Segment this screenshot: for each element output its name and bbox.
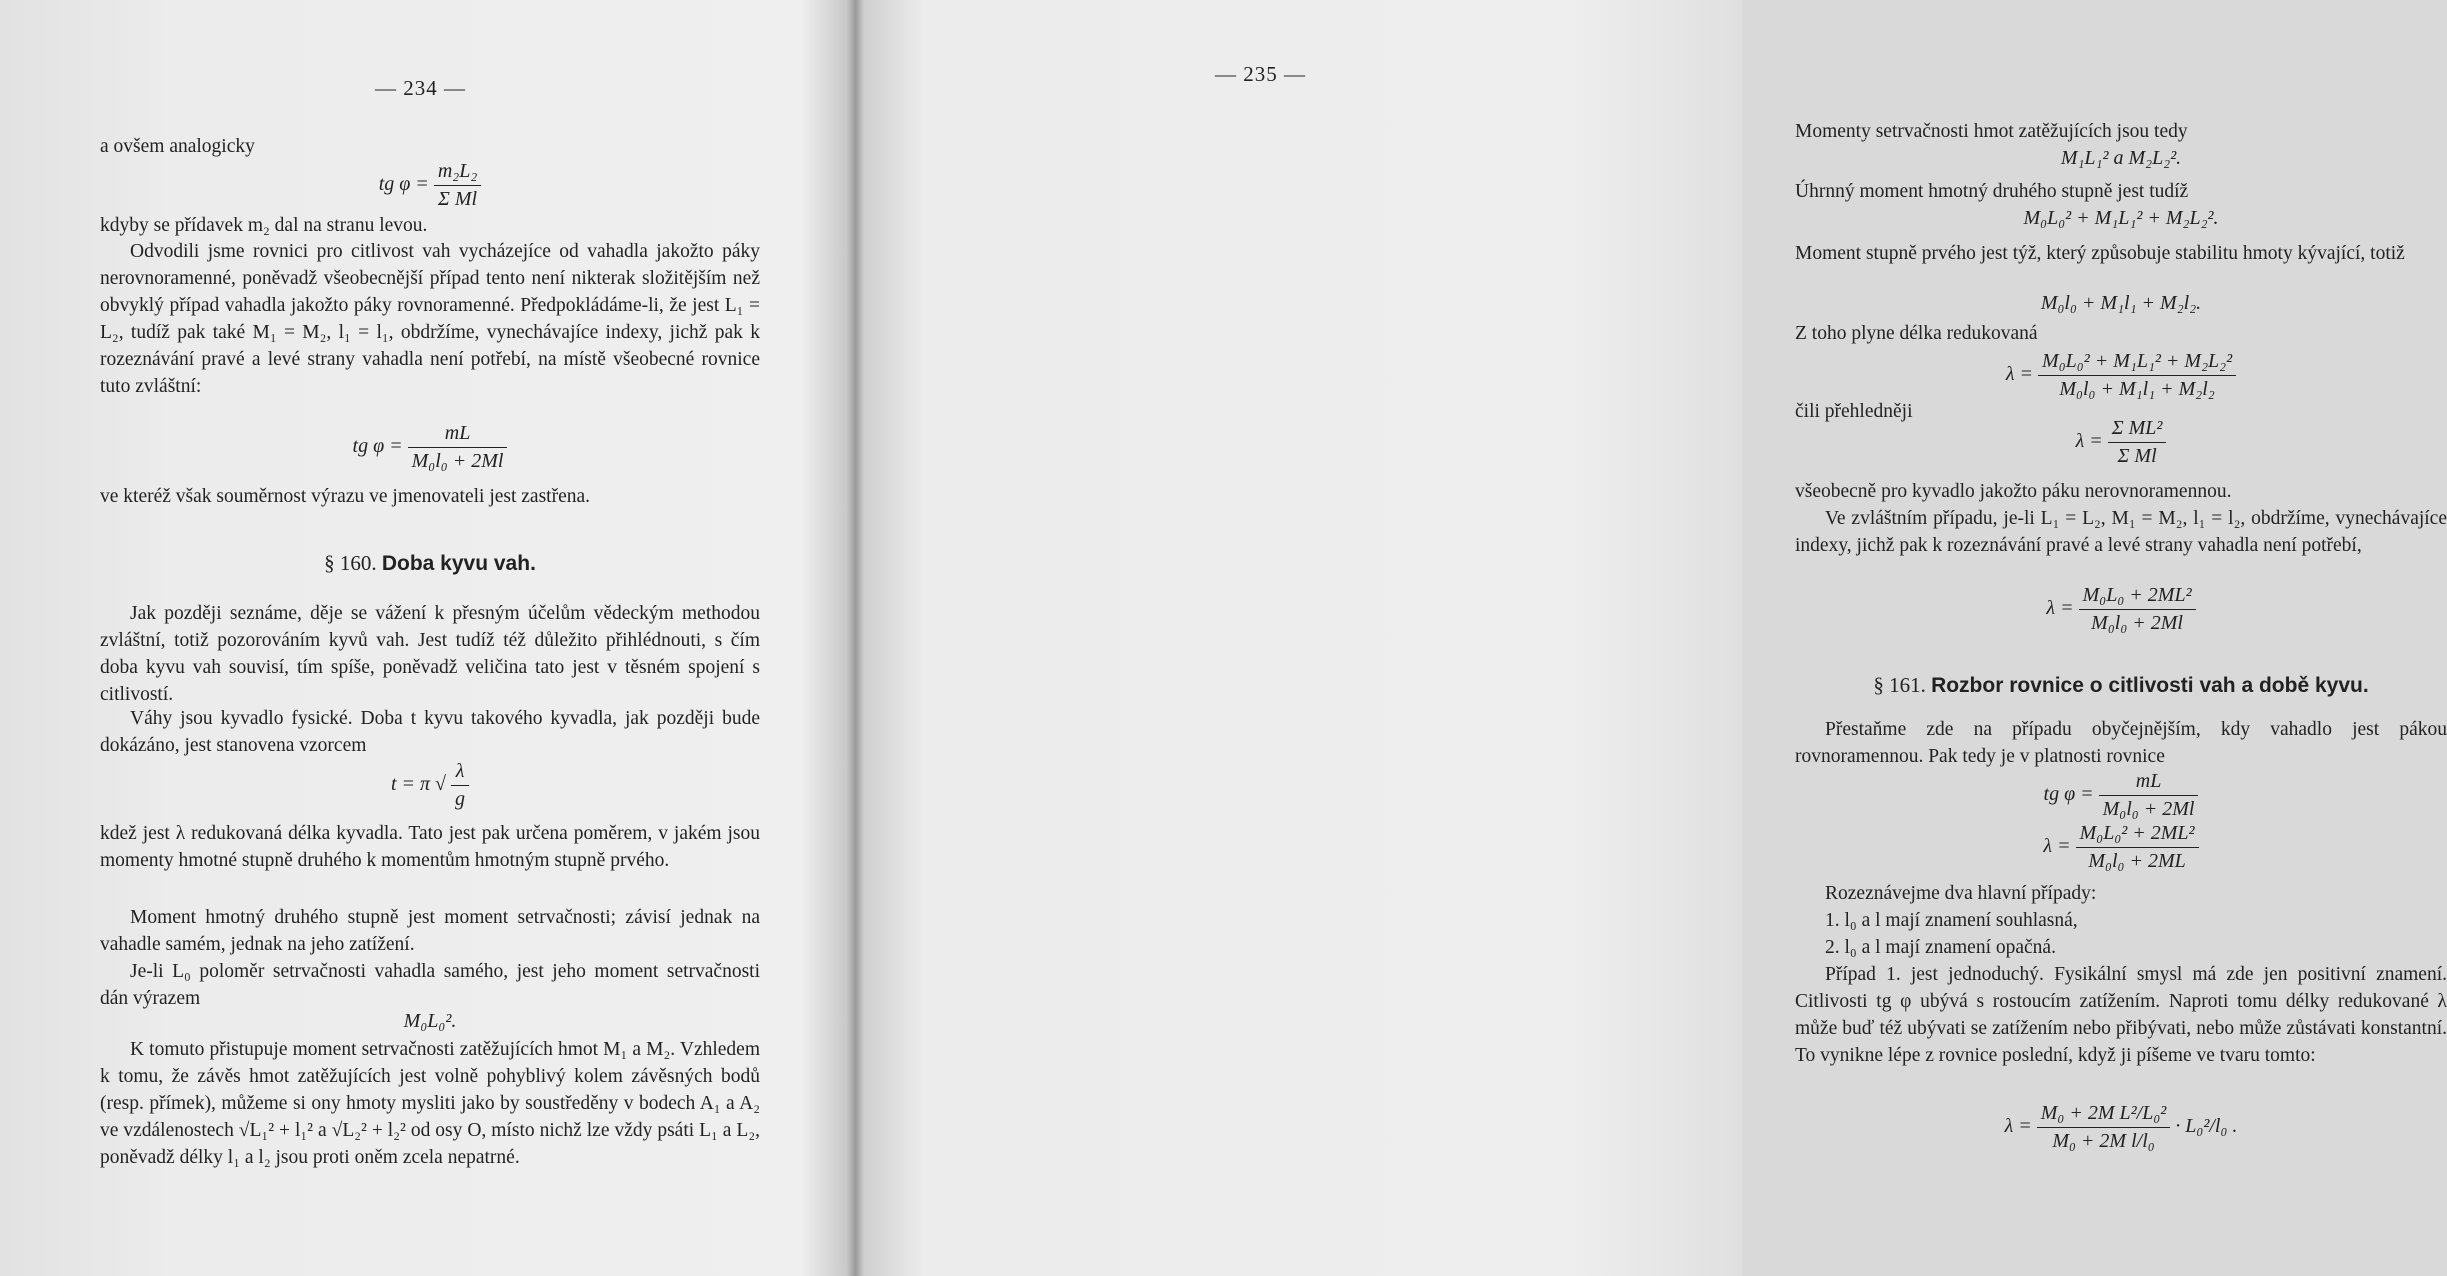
formula: λ = $\frac{\text{M₀L₀² + M₁L₁² + M₂L₂²}}{\text{M₀l₀ + M₁l₁ + M₂l₂}}$ [1795, 348, 2447, 403]
paragraph: kdež jest λ redukovaná délka kyvadla. Tato jest pak určena poměrem, v jakém jsou momenty hmotné stupně druhého k momentům hmotným stupně prvého. [100, 823, 760, 871]
page-number: — 235 — [1215, 62, 1306, 86]
paragraph: Odvodili jsme rovnici pro citlivost vah vycházejíce od vahadla jakožto páky nerovnoramenné, poněvadž všeobecnější případ tento není nikterak složitějším než obvyklý případ vahadla jakožto páky rovnoramenné. Předpokládáme-li, že jest L₁ = L₂, tudíž pak také M₁ = M₂, l₁ = l₁, obdržíme, vynechávajíce indexy, jichž pak k rozeznávání pravé a levé strany vahadla není potřebí, na místě všeobecné rovnice tuto zvláštní: [100, 241, 760, 397]
page-number: — 234 — [375, 76, 466, 100]
formula: M₀L₀² + M₁L₁² + M₂L₂². [2023, 207, 2219, 229]
paragraph: Momenty setrvačnosti hmot zatěžujících jsou tedy [1795, 121, 2188, 142]
paragraph: Přestaňme zde na případu obyčejnějším, kdy vahadlo jest pákou rovnoramennou. Pak tedy je v platnosti rovnice [1795, 719, 2447, 767]
paragraph: kdyby se přídavek m₂ dal na stranu levou. [100, 215, 428, 236]
paragraph: všeobecně pro kyvadlo jakožto páku nerovnoramennou. [1795, 481, 2232, 502]
formula: tg φ = $\frac{mL}{\text{M₀l₀ + 2Ml}}$ [1795, 768, 2447, 823]
paragraph: Moment stupně prvého jest týž, který způsobuje stabilitu hmoty kývající, totiž [1795, 243, 2405, 264]
formula: λ = $\frac{\text{M₀L₀ + 2ML²}}{\text{M₀l₀ + 2Ml}}$ [1795, 582, 2447, 637]
formula: M₀l₀ + M₁l₁ + M₂l₂. [2040, 292, 2202, 314]
paragraph: a ovšem analogicky [100, 136, 255, 157]
paragraph: Jak později seznáme, děje se vážení k přesným účelům vědeckým methodou zvláštní, totiž pozorováním kyvů vah. Jest tudíž též důležito přihlédnouti, s čím doba kyvu vah souvisí, tím spíše, poněvadž veličina tato jest v těsném spojení s citlivostí. [100, 603, 760, 705]
formula: M₀L₀². [403, 1010, 457, 1032]
formula: tg φ = $\frac{\text{m₂L₂}}{\text{Σ Ml}}$ [100, 158, 760, 213]
paragraph: ve kteréž však souměrnost výrazu ve jmenovateli jest zastřena. [100, 486, 591, 507]
formula: t = π √ $\frac{\lambda}{g}$ [100, 758, 760, 813]
formula: λ = $\frac{\text{M₀ + 2M L²/L₀²}}{\text{M₀ + 2M l/l₀}}$ · L₀²/l₀ . [2004, 1102, 2238, 1152]
list-item: 2. l₀ a l mají znamení opačná. [1825, 937, 2056, 958]
list-item: 1. l₀ a l mají znamení souhlasná, [1825, 910, 2078, 931]
paragraph: Případ 1. jest jednoduchý. Fysikální smysl má zde jen positivní znamení. Citlivosti tg φ ubývá s rostoucím zatížením. Naproti tomu délky redukované λ může buď též ubývati se zatížením nebo přibývati, nebo může zůstávati konstantní. To vynikne lépe z rovnice poslední, když ji píšeme ve tvaru tomto: [1795, 964, 2447, 1066]
formula: λ = $\frac{\text{Σ ML²}}{\text{Σ Ml}}$ [1795, 415, 2447, 470]
section-heading: § 161. Rozbor rovnice o citlivosti vah a době kyvu. [1873, 673, 2369, 697]
paragraph: Z toho plyne délka redukovaná [1795, 323, 2038, 344]
paragraph: Je-li L₀ poloměr setrvačnosti vahadla samého, jest jeho moment setrvačnosti dán výrazem [100, 961, 760, 1009]
paragraph: Ve zvláštním případu, je-li L₁ = L₂, M₁ = M₂, l₁ = l₂, obdržíme, vynechávajíce indexy, jichž pak k rozeznávání pravé a levé strany vahadla není potřebí, [1795, 508, 2447, 556]
paragraph: Moment hmotný druhého stupně jest moment setrvačnosti; závisí jednak na vahadle samém, jednak na jeho zatížení. [100, 907, 760, 955]
formula: λ = $\frac{\text{M₀L₀² + 2ML²}}{\text{M₀l₀ + 2ML}}$ [1795, 820, 2447, 875]
paragraph: Úhrnný moment hmotný druhého stupně jest tudíž [1795, 181, 2189, 202]
paragraph: Rozeznávejme dva hlavní případy: [1825, 883, 2097, 904]
paragraph: Váhy jsou kyvadlo fysické. Doba t kyvu takového kyvadla, jak později bude dokázáno, jest stanovena vzorcem [100, 708, 760, 756]
formula: M₁L₁² a M₂L₂². [2060, 147, 2182, 169]
formula: tg φ = $\frac{mL}{\text{M₀l₀ + 2Ml}}$ [100, 420, 760, 475]
left-page [0, 0, 855, 1276]
paragraph: K tomuto přistupuje moment setrvačnosti zatěžujících hmot M₁ a M₂. Vzhledem k tomu, že závěs hmot zatěžujících jest volně pohyblivý kolem závěsných bodů (resp. přímek), můžeme si ony hmoty mysliti jako by soustředěny v bodech A₁ a A₂ ve vzdálenostech √L₁² + l₁² a √L₂² + l₂² od osy O, místo nichž lze vždy psáti L₁ a L₂, poněvadž délky l₁ a l₂ jsou proti oněm zcela nepatrné. [100, 1039, 760, 1168]
section-heading: § 160. Doba kyvu vah. [324, 551, 536, 575]
paragraph: čili přehledněji [1795, 401, 1913, 422]
right-page [855, 0, 2447, 1276]
